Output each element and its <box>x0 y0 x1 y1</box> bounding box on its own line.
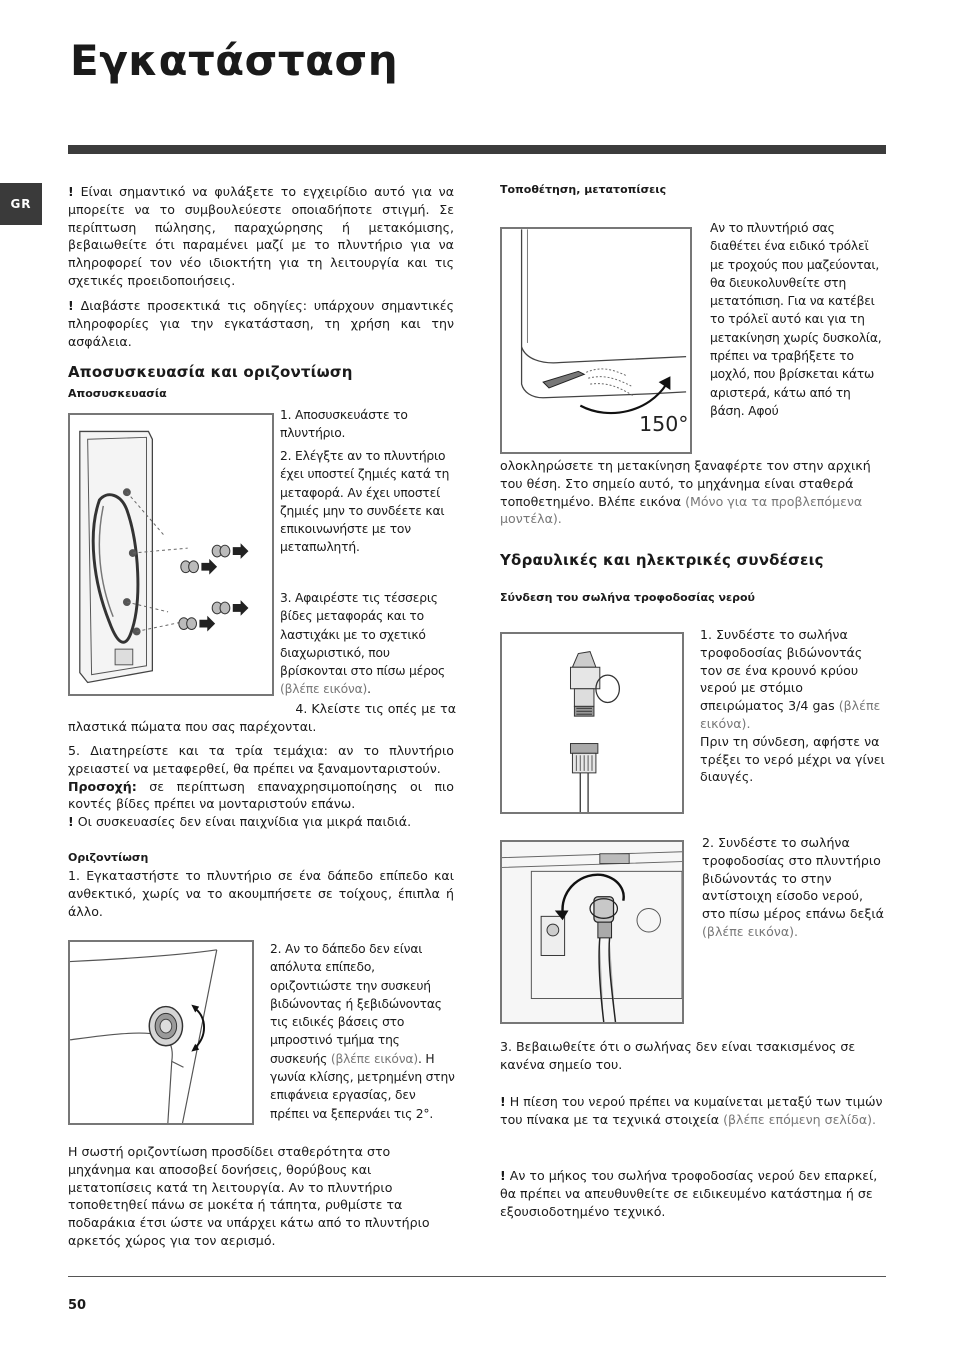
figure-reference: (βλέπε εικόνα) <box>280 682 368 697</box>
warning-mark: ! <box>500 1168 506 1183</box>
unpack-step-4-line2: πλαστικά πώματα που σας παρέχονται. <box>68 719 317 734</box>
packaging-warning <box>68 813 454 831</box>
unpack-step-4-line1: 4. Κλείστε τις οπές με τα <box>295 701 456 716</box>
hose-step-1 <box>700 626 886 786</box>
figure-adjustable-foot <box>68 940 254 1125</box>
hose-step-3: 3. Βεβαιωθείτε ότι ο σωλήνας δεν είναι τσακισμένος σε κανένα σημείο του. <box>500 1039 856 1072</box>
hose-length-text: Αν το μήκος του σωλήνα τροφοδοσίας νερού δεν επαρκεί, θα πρέπει να απευθυνθείτε σε ειδικευμένο κατάστημα ή σε εξουσιοδοτημένο τεχνικό. <box>500 1168 878 1219</box>
leveling-note: Η σωστή οριζοντίωση προσδίδει σταθερότητα στο μηχάνημα και αποσοβεί δονήσεις, θορύβους και μετατοπίσεις κατά τη λειτουργία. Αν το πλυντήριο τοποθετηθεί πάνω σε μοκέτα ή τάπητα, ρυθμίστε τα ποδαράκια έτσι ώστε να υπάρχει κάτω από το πλυντήριο αρκετός χώρος για τον αερισμό. <box>68 1144 430 1248</box>
figure-transport-bolts <box>68 413 274 696</box>
figure-reference: (βλέπε εικόνα). <box>700 698 881 731</box>
inlet-connection-illustration <box>502 842 682 1022</box>
machine-back-illustration <box>70 415 272 694</box>
figure-reference: (Μόνο για τα προβλεπόμενα μοντέλα). <box>500 493 863 527</box>
unpack-step-3-text: 3. Αφαιρέστε τις τέσσερις βίδες μεταφοράς και το λαστιχάκι με το σχετικό διαχωριστικό, που βρίσκονται στο πίσω μέρος <box>280 591 446 679</box>
figure-reference: (βλέπε εικόνα) <box>330 1051 418 1066</box>
level-step-2-text-b: . Η γωνία κλίσης, μετρημένη στην επιφάνεια εργασίας, δεν πρέπει να ξεπερνάει τις 2°. <box>270 1051 455 1121</box>
unpack-step-3-end: . <box>367 682 371 697</box>
page-title: Εγκατάσταση <box>70 36 399 85</box>
section-heading-unpack-level: Αποσυσκευασία και οριζοντίωση <box>68 363 353 381</box>
language-tab: GR <box>0 183 42 225</box>
intro-text-1: Είναι σημαντικό να φυλάξετε το εγχειρίδιο αυτό για να μπορείτε να το συμβουλεύεστε οποιαδήποτε στιγμή. Σε περίπτωση πώλησης, παραχώρησης ή μετακόμισης, βεβαιωθείτε ότι παραμένει μαζί με το πλυντήριο για να πληροφορεί τον νέο ιδιοκτήτη για τη λειτουργία και τις σχετικές προειδοποιήσεις. <box>68 184 454 288</box>
level-step-2-text-a: 2. Αν το δάπεδο δεν είναι απόλυτα επίπεδο, οριζοντιώστε την συσκευή βιδώνοντας ή ξεβιδώνοντας τις ειδικές βάσεις στο μπροστινό τμήμα της συσκευής <box>270 942 442 1066</box>
header-rule <box>68 145 886 154</box>
unpack-step-1: 1. Αποσυσκευάστε το πλυντήριο. <box>280 408 408 441</box>
packaging-warning-text: Οι συσκευασίες δεν είναι παιχνίδια για μικρά παιδιά. <box>77 814 412 830</box>
level-step-1: 1. Εγκαταστήστε το πλυντήριο σε ένα δάπεδο επίπεδο και ανθεκτικό, χωρίς να το ακουμπήσετε σε τοίχους, έπιπλα ή άλλο. <box>68 868 454 919</box>
unpack-step-3 <box>280 589 456 699</box>
footer-rule <box>68 1276 886 1277</box>
intro-paragraph-1 <box>68 183 454 290</box>
warning-mark: ! <box>68 298 74 313</box>
trolley-lever-illustration <box>502 229 690 452</box>
caution-text: σε περίπτωση επαναχρησιμοποίησης οι πιο κοντές βίδες πρέπει να μονταριστούν επάνω. <box>68 778 454 812</box>
hose-step-2-text: 2. Συνδέστε το σωλήνα τροφοδοσίας στο πλυντήριο βιδώνοντάς το στην αντίστοιχη είσοδο νερού, στο πίσω μέρος επάνω δεξιά <box>702 835 884 922</box>
subheading-unpack: Αποσυσκευασία <box>68 387 167 400</box>
unpack-step-5 <box>68 742 454 831</box>
subheading-leveling: Οριζοντίωση <box>68 851 149 864</box>
level-step-2 <box>270 940 456 1123</box>
page-number: 50 <box>68 1298 87 1313</box>
next-page-reference: (βλέπε επόμενη σελίδα). <box>723 1111 877 1127</box>
moving-text-full <box>500 457 884 528</box>
hose-step-2 <box>702 834 884 941</box>
intro-text-2: Διαβάστε προσεκτικά τις οδηγίες: υπάρχουν σημαντικές πληροφορίες για την εγκατάσταση, τη χρήση και την ασφάλεια. <box>68 298 454 349</box>
figure-trolley-lever <box>500 227 692 454</box>
pressure-text: Η πίεση του νερού πρέπει να κυμαίνεται μεταξύ των τιμών του πίνακα με τα τεχνικά στοιχεία <box>500 1094 883 1127</box>
unpack-step-5-text: 5. Διατηρείστε και τα τρία τεμάχια: αν το πλυντήριο χρειαστεί να μεταφερθεί, θα πρέπει να ξαναμονταριστούν. <box>68 743 454 776</box>
subheading-moving: Τοποθέτηση, μετατοπίσεις <box>500 183 667 196</box>
caution-label: Προσοχή: <box>68 778 137 794</box>
unpack-step-2: 2. Ελέγξτε αν το πλυντήριο έχει υποστεί ζημιές κατά τη μεταφορά. Αν έχει υποστεί ζημιές μην το συνδέετε και επικοινωνήστε με τον μεταπωλητή. <box>280 449 450 555</box>
section-heading-connections: Υδραυλικές και ηλεκτρικές συνδέσεις <box>500 551 824 569</box>
angle-label: 150° <box>639 412 689 437</box>
tap-and-hose-illustration <box>502 634 682 812</box>
hose-step-1-note: Πριν τη σύνδεση, αφήστε να τρέξει το νερό μέχρι να γίνει διαυγές. <box>700 733 885 785</box>
moving-text-continued: ολοκληρώσετε τη μετακίνηση ξαναφέρτε τον στην αρχική του θέση. Στο σημείο αυτό, το μηχάνημα είναι σταθερά τοποθετημένο. Βλέπε εικόνα <box>500 458 871 509</box>
intro-paragraph-2 <box>68 297 454 350</box>
hose-length-warning <box>500 1167 884 1220</box>
figure-reference: (βλέπε εικόνα). <box>702 923 799 939</box>
subheading-hose: Σύνδεση του σωλήνα τροφοδοσίας νερού <box>500 591 755 604</box>
figure-tap-hose <box>500 632 684 814</box>
warning-mark: ! <box>68 814 74 830</box>
adjustable-foot-illustration <box>70 942 252 1123</box>
warning-mark: ! <box>68 184 74 199</box>
figure-inlet-connection <box>500 840 684 1024</box>
moving-text-side: Αν το πλυντήριό σας διαθέτει ένα ειδικό τρόλεϊ με τροχούς που μαζεύονται, θα διευκολυνθείτε στη μετατόπιση. Για να κατέβει το τρόλεϊ αυτό και για τη μετακίνηση χωρίς δυσκολία, πρέπει να τραβήξετε το μοχλό, που βρίσκεται κάτω αριστερά, κάτω από τη βάση. Αφού <box>710 221 882 418</box>
hose-step-1-text: 1. Συνδέστε το σωλήνα τροφοδοσίας βιδώνοντάς τον σε ένα κρουνό κρύου νερού με στόμιο σπειρώματος 3/4 gas <box>700 627 863 714</box>
caution-paragraph <box>68 778 454 814</box>
pressure-warning <box>500 1093 884 1129</box>
warning-mark: ! <box>500 1094 506 1109</box>
